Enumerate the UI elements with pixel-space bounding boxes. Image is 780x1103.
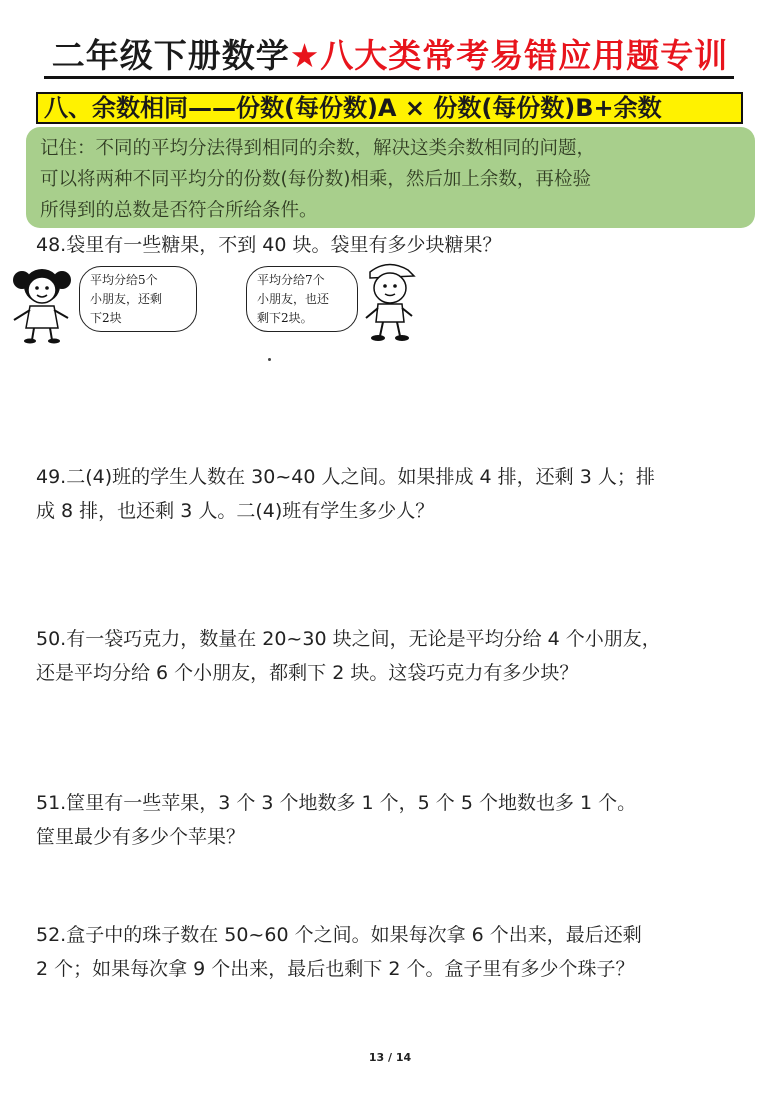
bubble-line: 小朋友，还剩 xyxy=(90,292,163,306)
title-underline xyxy=(44,76,734,79)
boy-speech-bubble xyxy=(246,266,358,332)
question-52 xyxy=(36,918,642,986)
question-text: 48.袋里有一些糖果，不到 40 块。袋里有多少块糖果？ xyxy=(36,234,502,256)
question-49 xyxy=(36,460,655,528)
girl-illustration xyxy=(6,262,78,344)
question-text: 筐里最少有多少个苹果？ xyxy=(36,826,246,848)
title-grade: 二年级下册数学 xyxy=(51,36,290,75)
tip-line: 所得到的总数是否符合所给条件。 xyxy=(40,200,318,221)
bubble-line: 剩下2块。 xyxy=(257,311,313,325)
question-text: 50.有一袋巧克力，数量在 20~30 块之间，无论是平均分给 4 个小朋友， xyxy=(36,628,661,650)
question-text: 还是平均分给 6 个小朋友，都剩下 2 块。这袋巧克力有多少块？ xyxy=(36,662,579,684)
question-50 xyxy=(36,622,661,690)
bubble-line: 下2块 xyxy=(90,311,122,325)
bubble-line: 平均分给5个 xyxy=(90,273,158,287)
page-title xyxy=(40,30,740,77)
girl-speech-bubble xyxy=(79,266,197,332)
tip-line: 可以将两种不同平均分的份数(每份数)相乘，然后加上余数，再检验 xyxy=(40,169,591,190)
section-heading: 八、余数相同——份数(每份数)A × 份数(每份数)B+余数 xyxy=(36,92,743,124)
tip-line: 记住：不同的平均分法得到相同的余数，解决这类余数相同的问题， xyxy=(40,138,596,159)
question-48 xyxy=(36,228,501,262)
title-topic: 八大类常考易错应用题专训 xyxy=(320,36,729,75)
question-text: 49.二(4)班的学生人数在 30~40 人之间。如果排成 4 排，还剩 3 人；排 xyxy=(36,466,655,488)
question-text: 52.盒子中的珠子数在 50~60 个之间。如果每次拿 6 个出来，最后还剩 xyxy=(36,924,642,946)
bubble-line: 小朋友，也还 xyxy=(257,292,330,306)
page-number: 13 / 14 xyxy=(368,1051,412,1064)
question-text: 51.筐里有一些苹果，3 个 3 个地数多 1 个，5 个 5 个地数也多 1 个。 xyxy=(36,792,637,814)
tip-box xyxy=(26,127,755,228)
question-text: 成 8 排，也还剩 3 人。二(4)班有学生多少人？ xyxy=(36,500,435,522)
question-text: 2 个；如果每次拿 9 个出来，最后也剩下 2 个。盒子里有多少个珠子？ xyxy=(36,958,635,980)
bubble-line: 平均分给7个 xyxy=(257,273,325,287)
star-icon: ★ xyxy=(289,36,321,75)
boy-illustration xyxy=(356,258,420,342)
stray-dot xyxy=(268,358,271,361)
question-51 xyxy=(36,786,636,854)
